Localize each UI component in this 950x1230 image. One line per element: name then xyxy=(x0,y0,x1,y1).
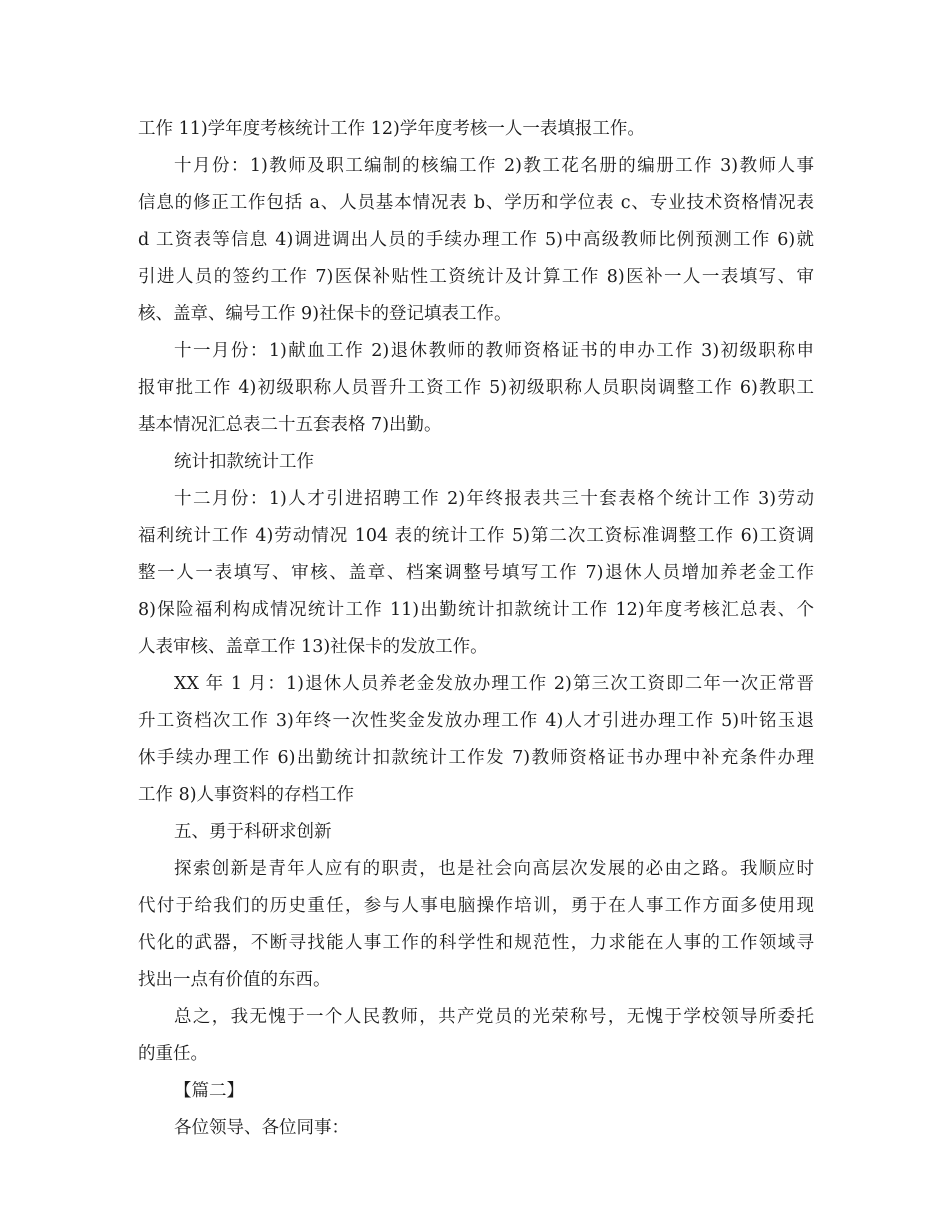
text-line: 找出一点有价值的东西。 xyxy=(138,970,331,990)
text-line: d 工资表等信息 4)调进调出人员的手续办理工作 5)中高级教师比例预测工作 6)就 xyxy=(138,230,814,250)
text-line: 代化的武器，不断寻找能人事工作的科学性和规范性，力求能在人事的工作领域寻 xyxy=(138,933,814,953)
text-line: 核、盖章、编号工作 9)社保卡的登记填表工作。 xyxy=(138,304,512,324)
text-line: 8)保险福利构成情况统计工作 11)出勤统计扣款统计工作 12)年度考核汇总表、个 xyxy=(138,600,814,620)
text-line: 十月份：1)教师及职工编制的核编工作 2)教工花名册的编册工作 3)教师人事 xyxy=(174,156,814,176)
text-line: XX 年 1 月：1)退休人员养老金发放办理工作 2)第三次工资即二年一次正常晋 xyxy=(174,674,814,694)
text-line: 十二月份：1)人才引进招聘工作 2)年终报表共三十套表格个统计工作 3)劳动 xyxy=(174,489,814,509)
text-line: 代付于给我们的历史重任，参与人事电脑操作培训，勇于在人事工作方面多使用现 xyxy=(138,896,814,916)
text-line: 升工资档次工作 3)年终一次性奖金发放办理工作 4)人才引进办理工作 5)叶铭玉退 xyxy=(138,711,814,731)
text-line: 休手续办理工作 6)出勤统计扣款统计工作发 7)教师资格证书办理中补充条件办理 xyxy=(138,748,814,768)
text-line: 基本情况汇总表二十五套表格 7)出勤。 xyxy=(138,415,442,435)
text-line: 报审批工作 4)初级职称人员晋升工资工作 5)初级职称人员职岗调整工作 6)教职工 xyxy=(138,378,814,398)
text-line: 工作 11)学年度考核统计工作 12)学年度考核一人一表填报工作。 xyxy=(138,119,645,139)
text-line: 信息的修正工作包括 a、人员基本情况表 b、学历和学位表 c、专业技术资格情况表 xyxy=(138,193,814,213)
text-line: 的重任。 xyxy=(138,1044,208,1064)
text-line: 工作 8)人事资料的存档工作 xyxy=(138,785,355,805)
text-line: 统计扣款统计工作 xyxy=(174,452,314,472)
text-line: 福利统计工作 4)劳动情况 104 表的统计工作 5)第二次工资标准调整工作 6)工资调 xyxy=(138,526,814,546)
text-line: 探索创新是青年人应有的职责，也是社会向高层次发展的必由之路。我顺应时 xyxy=(174,859,814,879)
salutation-line: 各位领导、各位同事： xyxy=(174,1118,349,1138)
text-line: 十一月份：1)献血工作 2)退休教师的教师资格证书的申办工作 3)初级职称申 xyxy=(174,341,814,361)
text-line: 总之，我无愧于一个人民教师，共产党员的光荣称号，无愧于学校领导所委托 xyxy=(174,1007,814,1027)
section-heading: 五、勇于科研求创新 xyxy=(174,822,332,842)
section-heading: 【篇二】 xyxy=(174,1081,244,1101)
text-line: 人表审核、盖章工作 13)社保卡的发放工作。 xyxy=(138,637,488,657)
text-line: 整一人一表填写、审核、盖章、档案调整号填写工作 7)退休人员增加养老金工作 xyxy=(138,563,814,583)
text-line: 引进人员的签约工作 7)医保补贴性工资统计及计算工作 8)医补一人一表填写、审 xyxy=(138,267,814,287)
